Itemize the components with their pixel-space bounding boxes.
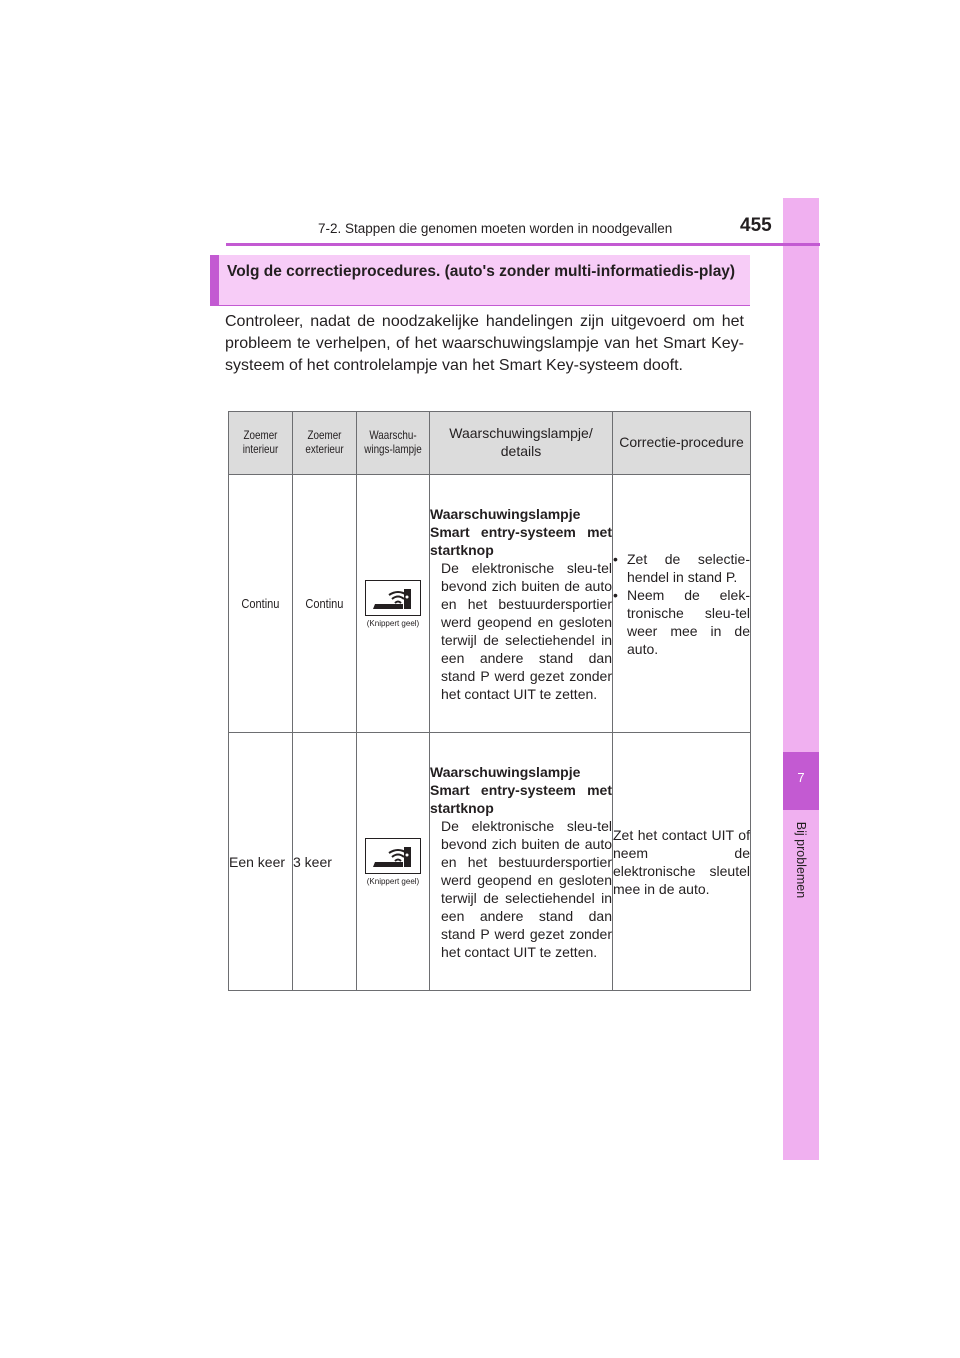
warning-table (228, 411, 751, 991)
running-head: 7-2. Stappen die genomen moeten worden in noodgevallen (318, 221, 673, 236)
section-header-accent (210, 255, 219, 305)
header-details: Waarschuwingslampje/ details (430, 412, 613, 475)
procedure-cell (613, 475, 751, 733)
header-interior-buzzer: Zoemer interieur (229, 412, 293, 475)
exterior-buzzer-cell: Continu (293, 475, 357, 733)
details-cell (430, 475, 613, 733)
warning-light-cell (357, 475, 430, 733)
procedure-cell (613, 733, 751, 991)
page-number: 455 (740, 215, 772, 236)
section-title: Volg de correctieprocedures. (auto's zonder multi-informatiedis-play) (227, 263, 736, 280)
exterior-buzzer-cell: 3 keer (293, 733, 357, 991)
interior-buzzer-cell: Een keer (229, 733, 293, 991)
section-header (210, 255, 750, 305)
icon-caption: (Knippert geel) (366, 618, 420, 628)
header-exterior-buzzer: Zoemer exterieur (293, 412, 357, 475)
table-row (229, 475, 751, 733)
chapter-label: Bij problemen (794, 821, 808, 899)
table-header-row (229, 412, 751, 475)
details-title: Waarschuwingslampje Smart entry-systeem met startknop (430, 505, 612, 558)
details-title: Waarschuwingslampje Smart entry-systeem met startknop (430, 763, 612, 816)
smart-key-indicator-icon (365, 838, 421, 874)
header-procedure: Correctie-procedure (613, 412, 751, 475)
header-rule (226, 243, 820, 246)
warning-light-cell (357, 733, 430, 991)
details-body: De elektronische sleu-tel bevond zich buiten de auto en het bestuurdersportier werd geopend en gesloten terwijl de selectiehendel in een andere stand dan stand P werd gezet zonder het contact UIT te zetten. (441, 817, 612, 960)
section-header-rule (210, 305, 750, 306)
interior-buzzer-cell: Continu (229, 475, 293, 733)
details-body: De elektronische sleu-tel bevond zich buiten de auto en het bestuurdersportier werd geopend en gesloten terwijl de selectiehendel in een andere stand dan stand P werd gezet zonder het contact UIT te zetten. (441, 559, 612, 702)
procedure-text: Zet het contact UIT of neem de elektronische sleutel mee in de auto. (613, 826, 750, 897)
details-cell (430, 733, 613, 991)
smart-key-indicator-icon (365, 580, 421, 616)
header-warning-light: Waarschu-wings-lampje (357, 412, 430, 475)
intro-paragraph: Controleer, nadat de noodzakelijke handelingen zijn uitgevoerd om het probleem te verhelpen, of het waarschuwingslampje van het Smart Key-systeem of het controlelampje van het Smart Key-systeem dooft. (225, 313, 744, 374)
procedure-bullet: • Neem de elek-tronische sleu-tel weer mee in de auto. (613, 586, 750, 658)
icon-caption: (Knippert geel) (366, 876, 420, 886)
chapter-number: 7 (797, 770, 805, 785)
table-row (229, 733, 751, 991)
procedure-bullet: • Zet de selectie-hendel in stand P. (613, 550, 750, 586)
chapter-side-tab (783, 198, 819, 1160)
